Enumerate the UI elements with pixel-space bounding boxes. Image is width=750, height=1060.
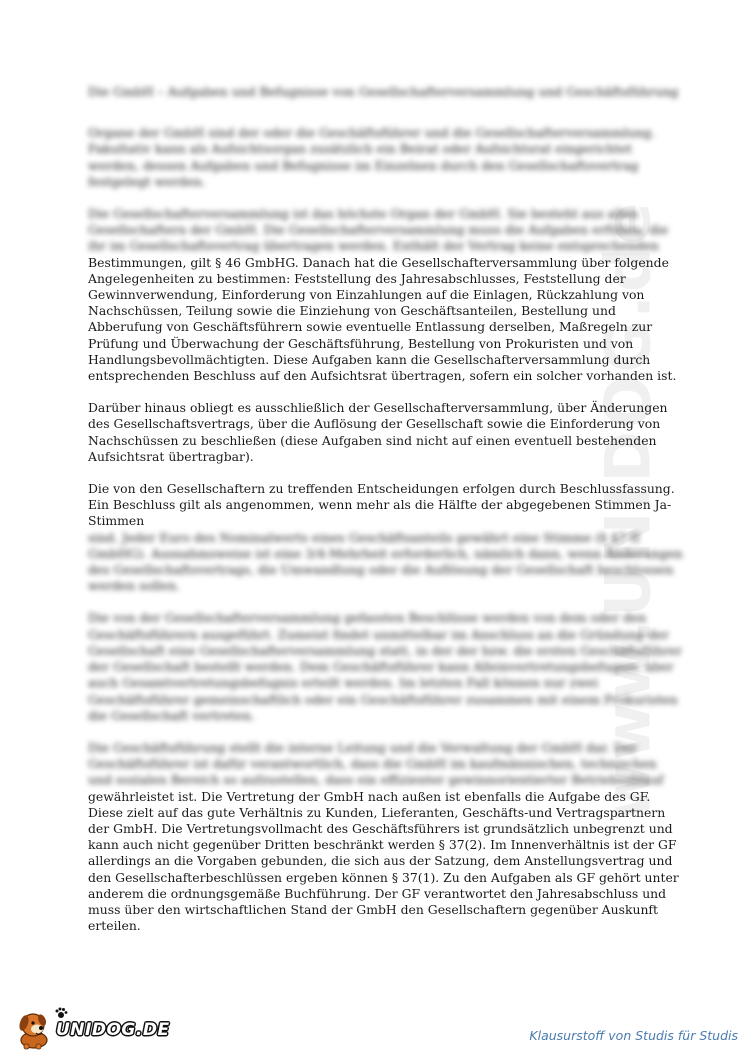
- paragraph-2-blurred: Die Gesellschafterversammlung ist das höchste Organ der GmbH. Sie besteht aus allen Gesellschaftern der GmbH. Die Gesellschafterversammlung muss die Aufgaben erfüllen, die ihr im Gesellschaftsvertrag übertragen werden. Enthält der Vertrag keine entsprechenden: [88, 206, 669, 254]
- paragraph-2-visible: Bestimmungen, gilt § 46 GmbHG. Danach hat die Gesellschafterversammlung über folgende Angelegenheiten zu bestimmen: Feststellung des Jahresabschlusses, Feststellung der Gewinnverwendung, Einforderung von Einzahlungen auf die Einlagen, Rückzahlung von Nachschüssen, Teilung sowie die Einziehung von Geschäftsanteilen, Bestellung und Abberufung von Geschäftsführern sowie eventuelle Entlassung derselben, Maßregeln zur Prüfung und Überwachung der Geschäftsführung, Bestellung von Prokuristen und von Handlungsbevollmächtigten. Diese Aufgaben kann die Gesellschafterversammlung durch entsprechenden Beschluss auf den Aufsichtsrat übertragen, sofern ein solcher vorhanden ist.: [88, 254, 677, 384]
- document-body: [88, 84, 683, 950]
- paragraph-6: [88, 740, 683, 934]
- unidog-logo[interactable]: [14, 1006, 174, 1050]
- document-title: Die GmbH – Aufgaben und Befugnisse von Gesellschafterversammlung und Geschäftsführung: [88, 84, 679, 99]
- paragraph-6-visible: gewährleistet ist. Die Vertretung der GmbH nach außen ist ebenfalls die Aufgabe des GF. Diese zielt auf das gute Verhältnis zu Kunden, Lieferanten, Geschäfts-und Vertragspartnern der GmbH. Die Vertretungsvollmacht des Geschäftsführers ist grundsätzlich unbegrenzt und kann auch nicht gegenüber Dritten beschränkt werden § 37(2). Im Innenverhältnis ist der GF allerdings an die Vorgaben gebunden, die sich aus der Satzung, dem Anstellungsvertrag und den Gesellschafterbeschlüssen ergeben können § 37(1). Zu den Aufgaben als GF gehört unter anderem die ordnungsgemäße Buchführung. Der GF verantwortet den Jahresabschluss und muss über den wirtschaftlichen Stand der GmbH den Gesellschaftern gegenüber Auskunft erteilen.: [88, 788, 679, 934]
- footer-tagline: Klausurstoff von Studis für Studis: [529, 1028, 738, 1043]
- paragraph-2: [88, 206, 683, 384]
- paragraph-4-visible: Die von den Gesellschaftern zu treffenden Entscheidungen erfolgen durch Beschlussfassung. Ein Beschluss gilt als angenommen, wenn mehr als die Hälfte der abgegebenen Stimmen Ja-Stimmen: [88, 481, 675, 529]
- paragraph-5: Die von der Gesellschafterversammlung gefassten Beschlüsse werden von dem oder den Geschäftsführern ausgeführt. Zumeist findet unmittelbar im Anschluss an die Gründung der Gesellschaft eine Gesellschafterversammlung statt, in der der bzw. die ersten Geschäftsführer der Gesellschaft bestellt werden. Dem Geschäftsführer kann Alleinvertretungsbefugnis, aber auch Gesamtvertretungsbefugnis erteilt werden. Im letzten Fall können nur zwei Geschäftsführer gemeinschaftlich oder ein Geschäftsführer zusammen mit einem Prokuristen die Gesellschaft vertreten.: [88, 610, 682, 723]
- paragraph-1: Organe der GmbH sind der oder die Geschäftsführer und die Gesellschafterversammlung. Fakultativ kann als Aufsichtsorgan zusätzlich ein Beirat oder Aufsichtsrat eingerichtet werden, dessen Aufgaben und Befugnisse im Einzelnen durch den Gesellschaftsvertrag festgelegt werden.: [88, 125, 656, 189]
- paragraph-6-blurred: Die Geschäftsführung stellt die interne Leitung und die Verwaltung der GmbH dar. Der Geschäftsführer ist dafür verantwortlich, dass die GmbH im kaufmännischen, technischen und sozialen Bereich so aufzustellen, dass ein effizienter gewinnorientierter Betriebsablauf: [88, 739, 664, 788]
- watermark-text: www.UNIDOG.de: [591, 199, 665, 821]
- logo-text: UNIDOG.DE: [56, 1020, 170, 1040]
- paw-icon: [54, 1006, 68, 1020]
- paragraph-4: [88, 481, 683, 594]
- paragraph-4-blurred: sind. Jeder Euro des Nominalwerts eines Geschäftsanteils gewährt eine Stimme (§ 47 II GmbHG). Ausnahmsweise ist eine 3/4-Mehrheit erforderlich, nämlich dann, wenn Änderungen des Gesellschaftsvertrags, die Umwandlung oder die Auflösung der Gesellschaft beschlossen werden sollen.: [88, 529, 683, 594]
- paragraph-3: Darüber hinaus obliegt es ausschließlich der Gesellschafterversammlung, über Änderungen des Gesellschaftsvertrags, über die Auflösung der Gesellschaft sowie die Einforderung von Nachschüssen zu beschließen (diese Aufgaben sind nicht auf einen eventuell bestehenden Aufsichtsrat übertragbar).: [88, 400, 668, 464]
